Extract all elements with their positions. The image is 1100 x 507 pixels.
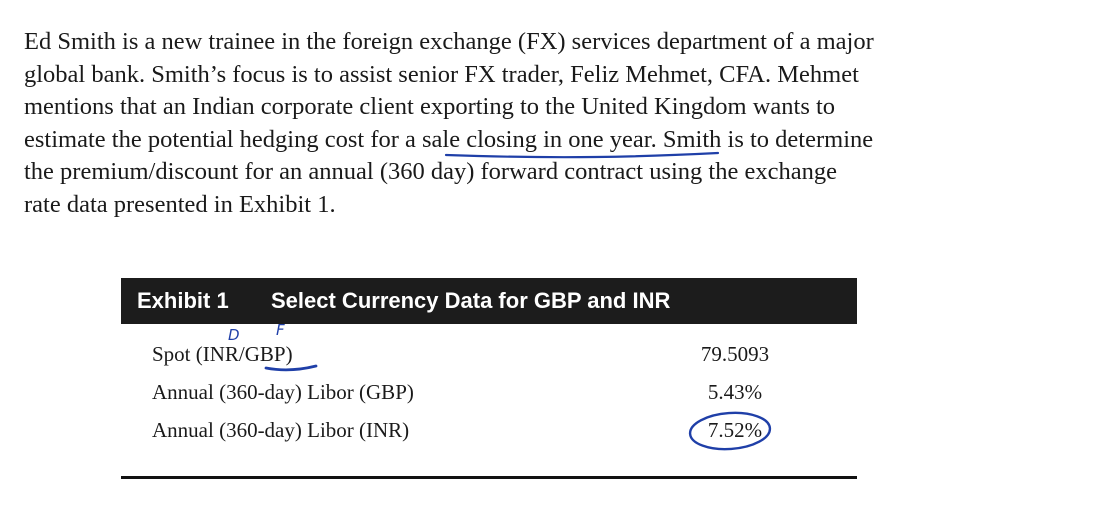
exhibit-rows (121, 324, 857, 478)
paragraph-line: Ed Smith is a new trainee in the foreign exchange (FX) services department of a major (24, 28, 874, 55)
paragraph-line: the premium/discount for an annual (360 day) forward contract using the exchange (24, 158, 837, 186)
table-bottom-rule (121, 476, 857, 479)
handwritten-f-mark: F (276, 321, 285, 339)
paragraph-line: rate data presented in Exhibit 1. (24, 190, 336, 218)
table-row-libor-gbp (121, 374, 857, 412)
exhibit-header (121, 278, 857, 324)
paragraph-line: mentions that an Indian corporate client exporting to the United Kingdom wants to (24, 93, 836, 121)
table-row-spot (121, 336, 857, 374)
handwritten-d-mark: D (228, 326, 240, 344)
row-value: 5.43% (707, 380, 763, 404)
row-value: 79.5093 (700, 342, 770, 366)
paragraph-line: global bank. Smith’s focus is to assist senior FX trader, Feliz Mehmet, CFA. Mehmet (24, 60, 859, 88)
row-label: Spot (INR/GBP) (152, 342, 293, 366)
row-label: Annual (360-day) Libor (INR) (152, 418, 410, 442)
exhibit-label: Exhibit 1 (137, 288, 229, 313)
exhibit-table (121, 278, 857, 478)
row-value: 7.52% (707, 418, 763, 442)
paragraph-line: estimate the potential hedging cost for a sale closing in one year. Smith is to determine (24, 125, 874, 153)
problem-paragraph (24, 26, 964, 222)
table-row-libor-inr (121, 412, 857, 450)
exhibit-title: Select Currency Data for GBP and INR (271, 288, 671, 313)
row-label: Annual (360-day) Libor (GBP) (152, 380, 414, 404)
